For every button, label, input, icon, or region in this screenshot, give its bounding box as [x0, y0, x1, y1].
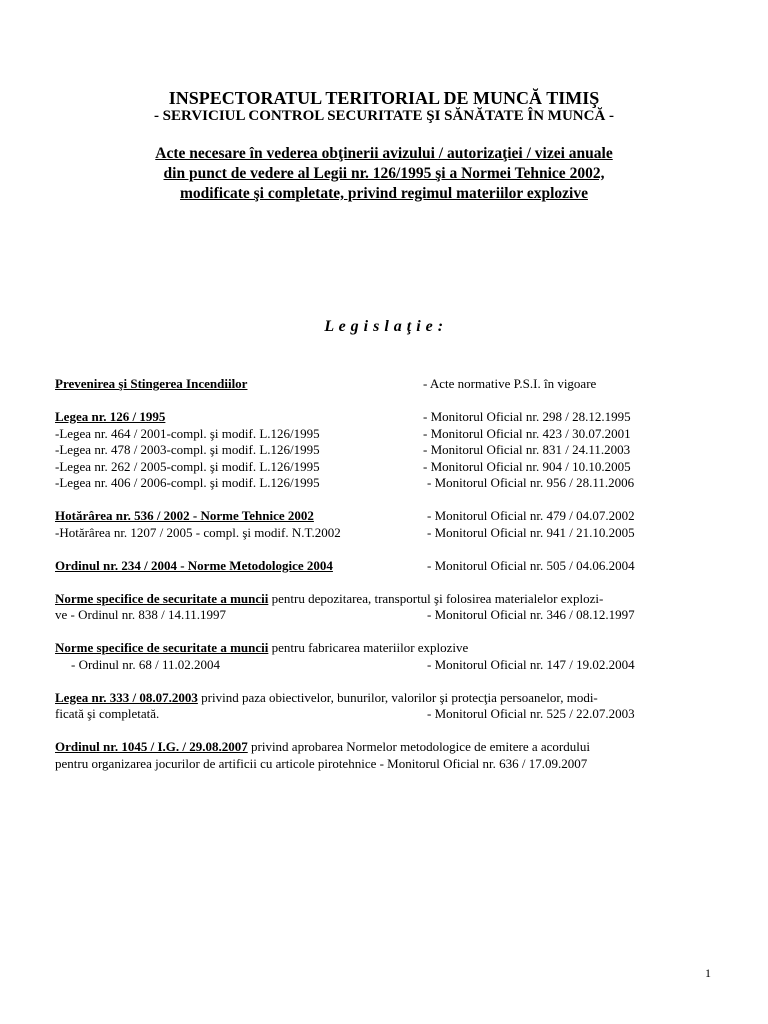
- entry-title: -Legea nr. 262 / 2005-compl. şi modif. L.126/1995: [55, 458, 320, 474]
- list-item: [55, 409, 715, 426]
- list-item: [55, 690, 715, 723]
- page-number: 1: [705, 966, 711, 980]
- list-item: [55, 640, 715, 673]
- legislation-list: [55, 376, 715, 772]
- entry-description: pentru organizarea jocurilor de artificii cu articole pirotehnice - Monitorul Oficial nr. 636 / 17.09.2007: [55, 755, 588, 771]
- entry-reference: - Monitorul Oficial nr. 525 / 22.07.2003: [427, 706, 635, 721]
- legislation-section-title: L e g i s l a ţ i e :: [324, 318, 444, 335]
- entry-title: Legea nr. 126 / 1995: [55, 409, 166, 424]
- entry-reference: - Monitorul Oficial nr. 831 / 24.11.2003: [423, 442, 631, 457]
- entry-description: ve - Ordinul nr. 838 / 14.11.1997: [55, 607, 227, 622]
- list-item: [55, 508, 715, 525]
- document-heading: [0, 144, 768, 204]
- entry-title: Hotărârea nr. 536 / 2002 - Norme Tehnice 2002: [55, 508, 314, 523]
- organization-subtitle: - SERVICIUL CONTROL SECURITATE ŞI SĂNĂTATE ÎN MUNCĂ -: [153, 108, 615, 124]
- document-heading-line: modificate şi completate, privind regimul materiilor explozive: [180, 185, 588, 202]
- list-item: [55, 739, 715, 772]
- entry-reference: - Acte normative P.S.I. în vigoare: [423, 376, 597, 391]
- entry-description: ficată şi completată.: [55, 706, 160, 721]
- entry-title: Ordinul nr. 234 / 2004 - Norme Metodologice 2004: [55, 557, 333, 573]
- entry-description: - Ordinul nr. 68 / 11.02.2004: [71, 656, 221, 672]
- list-item: [55, 426, 715, 443]
- entry-title: Norme specifice de securitate a muncii: [55, 590, 269, 606]
- document-heading-line: Acte necesare în vederea obţinerii avizului / autorizaţiei / vizei anuale: [155, 145, 613, 162]
- entry-reference: - Monitorul Oficial nr. 346 / 08.12.1997: [427, 607, 635, 622]
- list-item: [55, 442, 715, 459]
- entry-reference: - Monitorul Oficial nr. 505 / 04.06.2004: [427, 557, 635, 573]
- entry-description: pentru depozitarea, transportul şi folosirea materialelor explozi-: [268, 590, 604, 606]
- entry-title: Legea nr. 333 / 08.07.2003: [55, 689, 198, 705]
- entry-title: -Legea nr. 464 / 2001-compl. şi modif. L.126/1995: [55, 425, 320, 441]
- entry-title: -Legea nr. 406 / 2006-compl. şi modif. L.126/1995: [55, 475, 320, 490]
- entry-description: privind aprobarea Normelor metodologice de emitere a acordului: [247, 739, 590, 754]
- entry-reference: - Monitorul Oficial nr. 941 / 21.10.2005: [427, 524, 635, 540]
- entry-title: Ordinul nr. 1045 / I.G. / 29.08.2007: [55, 739, 248, 754]
- list-item: [55, 591, 715, 624]
- entry-reference: - Monitorul Oficial nr. 904 / 10.10.2005: [423, 458, 631, 474]
- list-item: [55, 558, 715, 575]
- list-item: [55, 475, 715, 492]
- organization-title: INSPECTORATUL TERITORIAL DE MUNCĂ TIMIŞ: [168, 88, 600, 108]
- entry-description: pentru fabricarea materiilor explozive: [268, 640, 469, 655]
- list-item: [55, 376, 715, 393]
- list-item: [55, 525, 715, 542]
- entry-title: Norme specifice de securitate a muncii: [55, 640, 269, 655]
- entry-reference: - Monitorul Oficial nr. 147 / 19.02.2004: [427, 656, 635, 672]
- entry-title: Prevenirea şi Stingerea Incendiilor: [55, 376, 248, 391]
- entry-reference: - Monitorul Oficial nr. 479 / 04.07.2002: [427, 508, 635, 523]
- entry-reference: - Monitorul Oficial nr. 298 / 28.12.1995: [423, 409, 631, 424]
- entry-description: privind paza obiectivelor, bunurilor, valorilor şi protecţia persoanelor, modi-: [197, 689, 598, 705]
- entry-title: -Legea nr. 478 / 2003-compl. şi modif. L.126/1995: [55, 442, 320, 457]
- document-heading-line: din punct de vedere al Legii nr. 126/1995 şi a Normei Tehnice 2002,: [163, 165, 605, 182]
- entry-reference: - Monitorul Oficial nr. 423 / 30.07.2001: [423, 425, 631, 441]
- entry-title: -Hotărârea nr. 1207 / 2005 - compl. şi modif. N.T.2002: [55, 524, 341, 540]
- list-item: [55, 459, 715, 476]
- entry-reference: - Monitorul Oficial nr. 956 / 28.11.2006: [427, 475, 635, 490]
